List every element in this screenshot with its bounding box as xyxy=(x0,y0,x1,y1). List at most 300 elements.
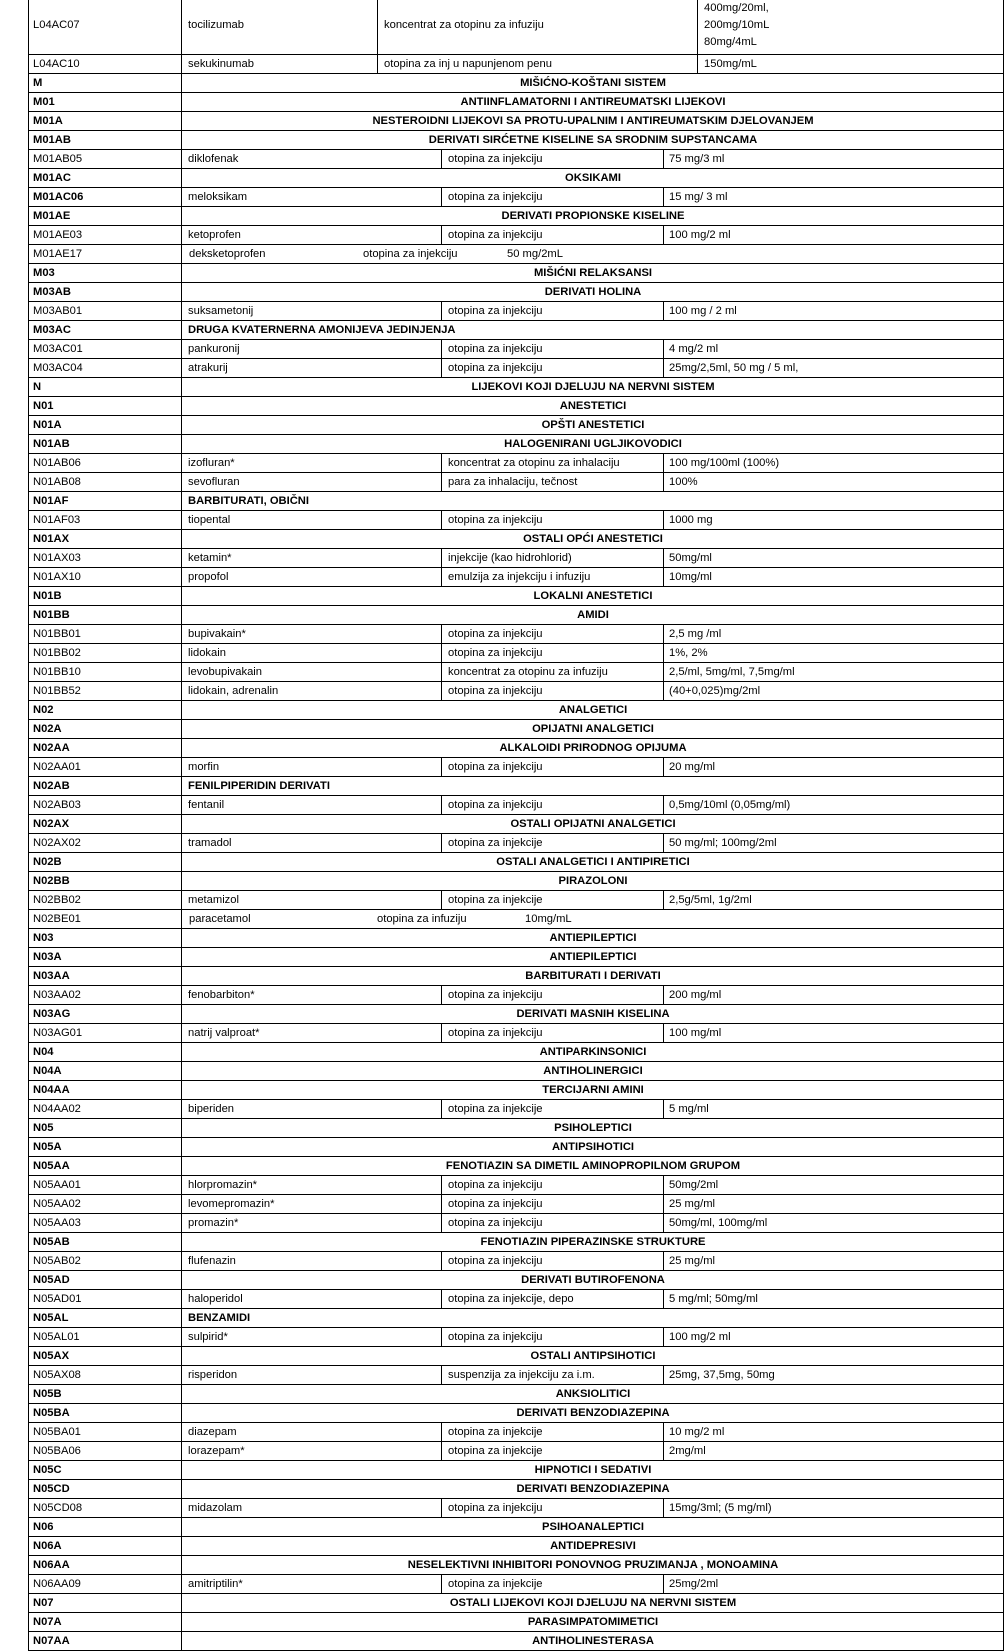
atc-code: N03A xyxy=(28,948,181,966)
table-row xyxy=(28,853,1003,872)
category-label: HIPNOTICI I SEDATIVI xyxy=(181,1461,1004,1479)
atc-code: M03 xyxy=(28,264,181,282)
table-row xyxy=(28,74,1003,93)
category-label: NESELEKTIVNI INHIBITORI PONOVNOG PRUZIMANJA , MONOAMINA xyxy=(181,1556,1004,1574)
table-row xyxy=(28,834,1003,853)
drug-name: atrakurij xyxy=(181,359,441,377)
atc-code: M03AC04 xyxy=(28,359,181,377)
table-row xyxy=(28,1423,1003,1442)
strength: (40+0,025)mg/2ml xyxy=(663,682,1004,700)
table-row xyxy=(28,1271,1003,1290)
table-row xyxy=(28,587,1003,606)
atc-code: M01AB05 xyxy=(28,150,181,168)
atc-code: N01AB06 xyxy=(28,454,181,472)
table-row xyxy=(28,1575,1003,1594)
category-label: DERIVATI BENZODIAZEPINA xyxy=(181,1404,1004,1422)
dosage-form: otopina za injekciju xyxy=(441,1176,663,1194)
dosage-form: otopina za injekciju xyxy=(441,150,663,168)
table-row xyxy=(28,112,1003,131)
table-row xyxy=(28,283,1003,302)
table-row xyxy=(28,207,1003,226)
strength: 50 mg/2mL xyxy=(507,248,563,260)
drug-name: tiopental xyxy=(181,511,441,529)
atc-code: N01A xyxy=(28,416,181,434)
category-label: ANTIPSIHOTICI xyxy=(181,1138,1004,1156)
category-label: OSTALI ANTIPSIHOTICI xyxy=(181,1347,1004,1365)
category-label: OPŠTI ANESTETICI xyxy=(181,416,1004,434)
strength: 25mg/2,5ml, 50 mg / 5 ml, xyxy=(663,359,1004,377)
category-label: ALKALOIDI PRIRODNOG OPIJUMA xyxy=(181,739,1004,757)
atc-code: M03AB xyxy=(28,283,181,301)
atc-code: N01BB10 xyxy=(28,663,181,681)
drug-name: levobupivakain xyxy=(181,663,441,681)
strength: 200 mg/ml xyxy=(663,986,1004,1004)
category-label: ANTIHOLINESTERASA xyxy=(181,1632,1004,1650)
strength: 75 mg/3 ml xyxy=(663,150,1004,168)
atc-code: N02B xyxy=(28,853,181,871)
atc-code: N05AL xyxy=(28,1309,181,1327)
atc-code: N06A xyxy=(28,1537,181,1555)
category-label: LIJEKOVI KOJI DJELUJU NA NERVNI SISTEM xyxy=(181,378,1004,396)
table-row xyxy=(28,815,1003,834)
atc-code: N03AG xyxy=(28,1005,181,1023)
table-row xyxy=(28,492,1003,511)
category-label: DERIVATI MASNIH KISELINA xyxy=(181,1005,1004,1023)
drug-name: ketoprofen xyxy=(181,226,441,244)
drug-name: haloperidol xyxy=(181,1290,441,1308)
atc-code: M01AE xyxy=(28,207,181,225)
atc-code: N07 xyxy=(28,1594,181,1612)
strength: 100 mg/100ml (100%) xyxy=(663,454,1004,472)
category-label: PARASIMPATOMIMETICI xyxy=(181,1613,1004,1631)
dosage-form: otopina za injekcije, depo xyxy=(441,1290,663,1308)
table-row xyxy=(28,701,1003,720)
drug-name: meloksikam xyxy=(181,188,441,206)
strength: 0,5mg/10ml (0,05mg/ml) xyxy=(663,796,1004,814)
atc-code: N01AX xyxy=(28,530,181,548)
drug-name: sulpirid* xyxy=(181,1328,441,1346)
atc-code: N05AD xyxy=(28,1271,181,1289)
drug-name: risperidon xyxy=(181,1366,441,1384)
atc-code: N06 xyxy=(28,1518,181,1536)
dosage-form: otopina za injekciju xyxy=(441,511,663,529)
table-row xyxy=(28,1252,1003,1271)
atc-code: N05AA xyxy=(28,1157,181,1175)
category-label: DERIVATI BENZODIAZEPINA xyxy=(181,1480,1004,1498)
atc-code: N05AA03 xyxy=(28,1214,181,1232)
table-row xyxy=(28,1062,1003,1081)
atc-code: N05AX xyxy=(28,1347,181,1365)
table-row xyxy=(28,93,1003,112)
atc-code: N03AG01 xyxy=(28,1024,181,1042)
atc-code: N05AL01 xyxy=(28,1328,181,1346)
drug-name: levomepromazin* xyxy=(181,1195,441,1213)
merged-cell xyxy=(181,245,1004,263)
category-label: OSTALI LIJEKOVI KOJI DJELUJU NA NERVNI SISTEM xyxy=(181,1594,1004,1612)
table-row xyxy=(28,1499,1003,1518)
dosage-form: otopina za injekciju xyxy=(441,1195,663,1213)
table-row xyxy=(28,872,1003,891)
drug-name: lidokain xyxy=(181,644,441,662)
atc-code: M xyxy=(28,74,181,92)
drug-name: izofluran* xyxy=(181,454,441,472)
atc-code: N01AF03 xyxy=(28,511,181,529)
strength: 10 mg/2 ml xyxy=(663,1423,1004,1441)
strength: 2mg/ml xyxy=(663,1442,1004,1460)
atc-code: N02AB03 xyxy=(28,796,181,814)
table-row xyxy=(28,435,1003,454)
atc-code: N05CD08 xyxy=(28,1499,181,1517)
strength: 10mg/mL xyxy=(525,913,572,925)
table-row xyxy=(28,1442,1003,1461)
strength: 1%, 2% xyxy=(663,644,1004,662)
strength: 150mg/mL xyxy=(697,55,1004,73)
dosage-form: otopina za injekciju xyxy=(441,1328,663,1346)
atc-code: N07A xyxy=(28,1613,181,1631)
dosage-form: otopina za injekciju xyxy=(441,1499,663,1517)
atc-code: N05BA06 xyxy=(28,1442,181,1460)
dosage-form: otopina za injekciju xyxy=(441,188,663,206)
table-row xyxy=(28,1119,1003,1138)
atc-code: N05AB xyxy=(28,1233,181,1251)
table-row xyxy=(28,1556,1003,1575)
category-label: PIRAZOLONI xyxy=(181,872,1004,890)
dosage-form: emulzija za injekciju i infuziju xyxy=(441,568,663,586)
table-row xyxy=(28,1461,1003,1480)
category-label: DERIVATI SIRĆETNE KISELINE SA SRODNIM SUPSTANCAMA xyxy=(181,131,1004,149)
dosage-form: para za inhalaciju, tečnost xyxy=(441,473,663,491)
atc-code: N02BB xyxy=(28,872,181,890)
category-label: OKSIKAMI xyxy=(181,169,1004,187)
dosage-form: otopina za injekciju xyxy=(441,796,663,814)
category-label: NESTEROIDNI LIJEKOVI SA PROTU-UPALNIM I ANTIREUMATSKIM DJELOVANJEM xyxy=(181,112,1004,130)
table-row xyxy=(28,663,1003,682)
table-row xyxy=(28,1385,1003,1404)
drug-name: amitriptilin* xyxy=(181,1575,441,1593)
category-label: DERIVATI HOLINA xyxy=(181,283,1004,301)
drug-name: sevofluran xyxy=(181,473,441,491)
atc-code: M01AB xyxy=(28,131,181,149)
drug-name: fentanil xyxy=(181,796,441,814)
table-row xyxy=(28,169,1003,188)
atc-code: M01AC xyxy=(28,169,181,187)
atc-code: N02AX02 xyxy=(28,834,181,852)
drug-name: midazolam xyxy=(181,1499,441,1517)
category-label: ANTIEPILEPTICI xyxy=(181,929,1004,947)
atc-code: N05 xyxy=(28,1119,181,1137)
table-row xyxy=(28,568,1003,587)
atc-code: N05AA02 xyxy=(28,1195,181,1213)
table-row xyxy=(28,1328,1003,1347)
category-label: PSIHOANALEPTICI xyxy=(181,1518,1004,1536)
atc-code: N01AX03 xyxy=(28,549,181,567)
table-row xyxy=(28,397,1003,416)
table-row xyxy=(28,321,1003,340)
drug-name: morfin xyxy=(181,758,441,776)
table-row xyxy=(28,1233,1003,1252)
atc-code: N04AA02 xyxy=(28,1100,181,1118)
strength: 4 mg/2 ml xyxy=(663,340,1004,358)
atc-code: N02AA xyxy=(28,739,181,757)
drug-name: natrij valproat* xyxy=(181,1024,441,1042)
table-row xyxy=(28,302,1003,321)
atc-code: M03AC01 xyxy=(28,340,181,358)
table-row xyxy=(28,1005,1003,1024)
atc-code: N04AA xyxy=(28,1081,181,1099)
strength: 50mg/ml xyxy=(663,549,1004,567)
strength xyxy=(697,0,1004,54)
table-row xyxy=(28,530,1003,549)
table-row xyxy=(28,1537,1003,1556)
drug-name: metamizol xyxy=(181,891,441,909)
atc-code: N01AF xyxy=(28,492,181,510)
dosage-form: otopina za injekcije xyxy=(441,834,663,852)
category-label: MIŠIĆNI RELAKSANSI xyxy=(181,264,1004,282)
dosage-form: otopina za injekciju xyxy=(441,1024,663,1042)
strength-line: 200mg/10mL xyxy=(704,19,770,31)
strength: 15mg/3ml; (5 mg/ml) xyxy=(663,1499,1004,1517)
strength: 100% xyxy=(663,473,1004,491)
table-row xyxy=(28,739,1003,758)
atc-code: N01AB08 xyxy=(28,473,181,491)
atc-code: N06AA09 xyxy=(28,1575,181,1593)
table-row xyxy=(28,1594,1003,1613)
table-row xyxy=(28,625,1003,644)
table-row xyxy=(28,644,1003,663)
category-label: PSIHOLEPTICI xyxy=(181,1119,1004,1137)
category-label: ANTIINFLAMATORNI I ANTIREUMATSKI LIJEKOVI xyxy=(181,93,1004,111)
strength: 1000 mg xyxy=(663,511,1004,529)
atc-code: M01AC06 xyxy=(28,188,181,206)
merged-cell xyxy=(181,910,1004,928)
atc-code: N02AA01 xyxy=(28,758,181,776)
table-row xyxy=(28,454,1003,473)
atc-code: N05AX08 xyxy=(28,1366,181,1384)
dosage-form: koncentrat za otopinu za inhalaciju xyxy=(441,454,663,472)
strength: 20 mg/ml xyxy=(663,758,1004,776)
drug-name: pankuronij xyxy=(181,340,441,358)
dosage-form: otopina za injekciju xyxy=(441,1214,663,1232)
atc-code: N05AA01 xyxy=(28,1176,181,1194)
drug-name: tramadol xyxy=(181,834,441,852)
strength: 2,5/ml, 5mg/ml, 7,5mg/ml xyxy=(663,663,1004,681)
drug-name: paracetamol xyxy=(189,913,251,925)
atc-code: N01BB52 xyxy=(28,682,181,700)
drug-name: bupivakain* xyxy=(181,625,441,643)
atc-code: N04A xyxy=(28,1062,181,1080)
table-row xyxy=(28,891,1003,910)
atc-code: N01BB01 xyxy=(28,625,181,643)
atc-code: N05CD xyxy=(28,1480,181,1498)
atc-code: M01AE17 xyxy=(28,245,181,263)
table-row xyxy=(28,1632,1003,1651)
strength: 2,5g/5ml, 1g/2ml xyxy=(663,891,1004,909)
strength-line: 400mg/20ml, xyxy=(704,2,769,14)
atc-code: N xyxy=(28,378,181,396)
strength: 25 mg/ml xyxy=(663,1195,1004,1213)
table-row xyxy=(28,549,1003,568)
table-row xyxy=(28,1043,1003,1062)
atc-code: N01 xyxy=(28,397,181,415)
dosage-form: otopina za injekciju xyxy=(441,359,663,377)
atc-code: N05A xyxy=(28,1138,181,1156)
table-row xyxy=(28,0,1003,55)
table-row xyxy=(28,340,1003,359)
dosage-form: otopina za injekcije xyxy=(441,1423,663,1441)
table-row xyxy=(28,188,1003,207)
strength: 50mg/2ml xyxy=(663,1176,1004,1194)
table-row xyxy=(28,1613,1003,1632)
table-row xyxy=(28,378,1003,397)
category-label: LOKALNI ANESTETICI xyxy=(181,587,1004,605)
drug-name: diazepam xyxy=(181,1423,441,1441)
category-label: BENZAMIDI xyxy=(181,1309,1004,1327)
strength: 5 mg/ml; 50mg/ml xyxy=(663,1290,1004,1308)
table-row xyxy=(28,986,1003,1005)
drug-name: tocilizumab xyxy=(181,0,377,54)
table-row xyxy=(28,359,1003,378)
drug-name: flufenazin xyxy=(181,1252,441,1270)
drug-name: lidokain, adrenalin xyxy=(181,682,441,700)
atc-code: N02AX xyxy=(28,815,181,833)
table-row xyxy=(28,758,1003,777)
drug-name: sekukinumab xyxy=(181,55,377,73)
drug-name: propofol xyxy=(181,568,441,586)
table-row xyxy=(28,131,1003,150)
table-row xyxy=(28,1347,1003,1366)
drug-name: lorazepam* xyxy=(181,1442,441,1460)
atc-code: N02BE01 xyxy=(28,910,181,928)
dosage-form: otopina za injekciju xyxy=(441,226,663,244)
table-row xyxy=(28,720,1003,739)
table-row xyxy=(28,1404,1003,1423)
atc-code: N01BB02 xyxy=(28,644,181,662)
atc-code: N06AA xyxy=(28,1556,181,1574)
category-label: ANTIDEPRESIVI xyxy=(181,1537,1004,1555)
category-label: OSTALI ANALGETICI I ANTIPIRETICI xyxy=(181,853,1004,871)
drug-name: promazin* xyxy=(181,1214,441,1232)
category-label: ANKSIOLITICI xyxy=(181,1385,1004,1403)
table-row xyxy=(28,1290,1003,1309)
dosage-form: otopina za injekciju xyxy=(441,644,663,662)
table-row xyxy=(28,1081,1003,1100)
dosage-form: otopina za infuziju xyxy=(377,913,467,925)
dosage-form: injekcije (kao hidrohlorid) xyxy=(441,549,663,567)
atc-code: N05BA01 xyxy=(28,1423,181,1441)
strength: 50 mg/ml; 100mg/2ml xyxy=(663,834,1004,852)
table-row xyxy=(28,55,1003,74)
strength: 10mg/ml xyxy=(663,568,1004,586)
atc-code: M01A xyxy=(28,112,181,130)
category-label: ANESTETICI xyxy=(181,397,1004,415)
atc-code: N01AB xyxy=(28,435,181,453)
category-label: AMIDI xyxy=(181,606,1004,624)
atc-code: N05C xyxy=(28,1461,181,1479)
table-row xyxy=(28,473,1003,492)
atc-code: N05B xyxy=(28,1385,181,1403)
drug-name: fenobarbiton* xyxy=(181,986,441,1004)
atc-code: M01 xyxy=(28,93,181,111)
atc-code: L04AC10 xyxy=(28,55,181,73)
strength: 25mg/2ml xyxy=(663,1575,1004,1593)
table-row xyxy=(28,948,1003,967)
table-row xyxy=(28,1176,1003,1195)
atc-code: N03AA xyxy=(28,967,181,985)
strength: 100 mg/ml xyxy=(663,1024,1004,1042)
table-row xyxy=(28,910,1003,929)
category-label: ANTIEPILEPTICI xyxy=(181,948,1004,966)
atc-code: L04AC07 xyxy=(28,0,181,54)
atc-code: N02 xyxy=(28,701,181,719)
strength: 50mg/ml, 100mg/ml xyxy=(663,1214,1004,1232)
table-row xyxy=(28,1157,1003,1176)
atc-code: N07AA xyxy=(28,1632,181,1650)
atc-code: N01B xyxy=(28,587,181,605)
table-row xyxy=(28,416,1003,435)
dosage-form: otopina za injekciju xyxy=(441,682,663,700)
table-row xyxy=(28,777,1003,796)
atc-code: N03AA02 xyxy=(28,986,181,1004)
table-row xyxy=(28,1214,1003,1233)
category-label: DERIVATI BUTIROFENONA xyxy=(181,1271,1004,1289)
dosage-form: otopina za injekciju xyxy=(441,340,663,358)
category-label: TERCIJARNI AMINI xyxy=(181,1081,1004,1099)
drug-list-table xyxy=(28,0,1004,1651)
atc-code: N05AB02 xyxy=(28,1252,181,1270)
drug-name: suksametonij xyxy=(181,302,441,320)
dosage-form: koncentrat za otopinu za infuziju xyxy=(441,663,663,681)
table-row xyxy=(28,796,1003,815)
dosage-form: otopina za injekciju xyxy=(441,758,663,776)
table-row xyxy=(28,1024,1003,1043)
table-row xyxy=(28,150,1003,169)
strength: 15 mg/ 3 ml xyxy=(663,188,1004,206)
table-row xyxy=(28,606,1003,625)
category-label: DRUGA KVATERNERNA AMONIJEVA JEDINJENJA xyxy=(181,321,1004,339)
strength: 2,5 mg /ml xyxy=(663,625,1004,643)
category-label: FENILPIPERIDIN DERIVATI xyxy=(181,777,1004,795)
strength: 25mg, 37,5mg, 50mg xyxy=(663,1366,1004,1384)
drug-name: biperiden xyxy=(181,1100,441,1118)
category-label: FENOTIAZIN PIPERAZINSKE STRUKTURE xyxy=(181,1233,1004,1251)
dosage-form: otopina za injekciju xyxy=(441,302,663,320)
dosage-form: otopina za injekciju xyxy=(441,986,663,1004)
table-row xyxy=(28,511,1003,530)
atc-code: N03 xyxy=(28,929,181,947)
table-row xyxy=(28,967,1003,986)
atc-code: N01AX10 xyxy=(28,568,181,586)
dosage-form: otopina za inj u napunjenom penu xyxy=(377,55,697,73)
table-row xyxy=(28,1195,1003,1214)
table-row xyxy=(28,682,1003,701)
atc-code: N04 xyxy=(28,1043,181,1061)
table-row xyxy=(28,1480,1003,1499)
atc-code: N02A xyxy=(28,720,181,738)
strength: 5 mg/ml xyxy=(663,1100,1004,1118)
drug-name: hlorpromazin* xyxy=(181,1176,441,1194)
dosage-form: otopina za injekcije xyxy=(441,1100,663,1118)
table-row xyxy=(28,929,1003,948)
category-label: OPIJATNI ANALGETICI xyxy=(181,720,1004,738)
category-label: ANTIPARKINSONICI xyxy=(181,1043,1004,1061)
table-row xyxy=(28,1518,1003,1537)
dosage-form: otopina za injekcije xyxy=(441,1442,663,1460)
strength: 100 mg/2 ml xyxy=(663,1328,1004,1346)
category-label: OSTALI OPIJATNI ANALGETICI xyxy=(181,815,1004,833)
category-label: OSTALI OPĆI ANESTETICI xyxy=(181,530,1004,548)
atc-code: M03AB01 xyxy=(28,302,181,320)
strength-line: 80mg/4mL xyxy=(704,36,757,48)
